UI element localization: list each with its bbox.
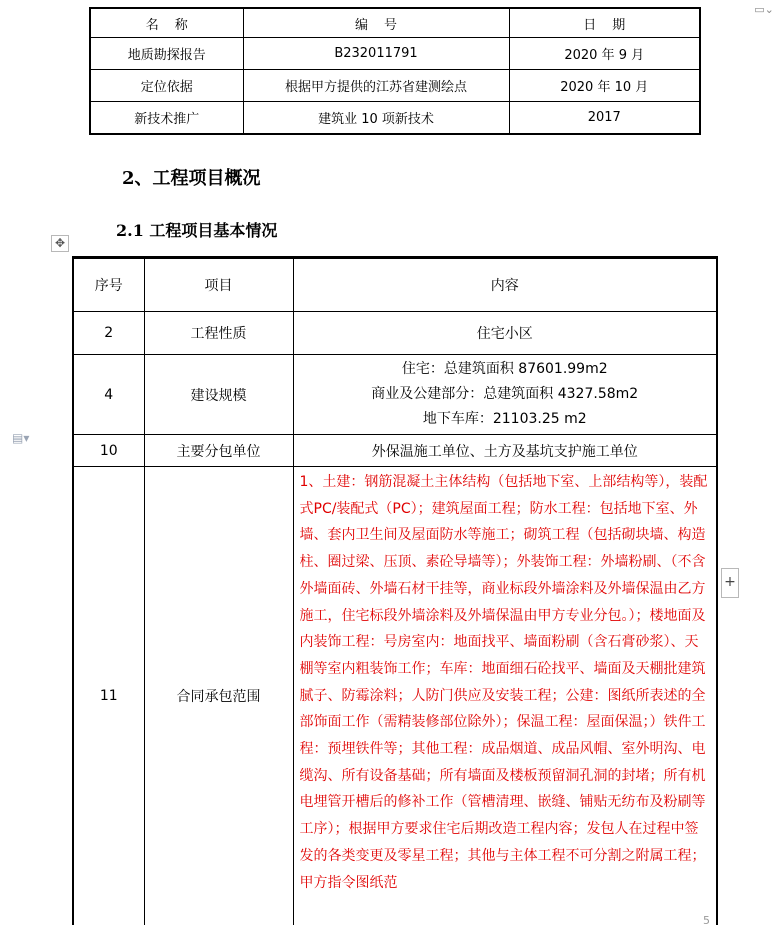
cell: 定位依据 [90,70,243,102]
header-name: 名称 [90,8,243,38]
row-item: 合同承包范围 [144,467,293,926]
table-row [90,38,700,70]
row-content: 住宅小区 [293,312,717,355]
header-number: 编号 [243,8,509,38]
header-no: 序号 [73,258,144,312]
page-number: 5 [703,914,710,927]
reference-table [89,7,701,135]
contract-scope-text: 1、土建：钢筋混凝土主体结构（包括地下室、上部结构等），装配式PC/装配式（PC）；建筑屋面工程；防水工程：包括地下室、外墙、套内卫生间及屋面防水等施工；砌筑工程（包括砌块墙、构造柱、圈过梁、压顶、素砼导墙等）；外装饰工程：外墙粉刷、（不含外墙面砖、外墙石材干挂等，商业标段外墙涂料及外墙保温由乙方施工，住宅标段外墙涂料及外墙保温由甲方专业分包。）；楼地面及内装饰工程：号房室内：地面找平、墙面粉刷（含石膏砂浆）、天棚等室内粗装饰工作；车库：地面细石砼找平、墙面及天棚批建筑腻子、防霉涂料；人防门供应及安装工程；公建：图纸所表述的全部饰面工作（需精装修部位除外）；保温工程：屋面保温；）铁件工程：预埋铁件等；其他工程：成品烟道、成品风帽、室外明沟、电缆沟、所有设备基础；所有墙面及楼板预留洞孔洞的封堵；所有机电埋管开槽后的修补工作（管槽清理、嵌缝、铺贴无纺布及粉刷等工序）；根据甲方要求住宅后期改造工程内容；发包人在过程中签发的各类变更及零星工程；其他与主体工程不可分割之附属工程；甲方指令图纸范 [293,467,717,926]
cell: 2020 年 10 月 [509,70,700,102]
header-content: 内容 [293,258,717,312]
table-row [73,467,717,926]
row-no: 4 [73,355,144,435]
table-row [90,70,700,102]
row-no: 10 [73,435,144,467]
subsection-heading: 2.1 工程项目基本情况 [116,221,278,240]
reference-table-header [90,8,700,38]
cell: 2017 [509,102,700,135]
section-heading: 2、工程项目概况 [122,168,261,189]
move-icon[interactable]: ✥ [51,235,69,252]
row-item: 主要分包单位 [144,435,293,467]
scale-line-garage: 地下车库：21103.25 m2 [422,411,587,427]
row-item: 建设规模 [144,355,293,435]
cell: 2020 年 9 月 [509,38,700,70]
project-table-header [73,258,717,312]
cell: 建筑业 10 项新技术 [243,102,509,135]
cell: B232011791 [243,38,509,70]
page-layout-icon[interactable]: ▭⌄ [754,3,774,16]
scale-line-residential: 住宅：总建筑面积 87601.99m2 [401,361,608,377]
table-row [73,435,717,467]
cell: 根据甲方提供的江苏省建测绘点 [243,70,509,102]
scale-line-commercial: 商业及公建部分：总建筑面积 4327.58m2 [371,386,639,402]
project-info-table [72,256,718,925]
row-content [293,355,717,435]
row-no: 2 [73,312,144,355]
cell: 新技术推广 [90,102,243,135]
table-row [90,102,700,135]
cell: 地质勘探报告 [90,38,243,70]
row-item: 工程性质 [144,312,293,355]
document-icon[interactable]: ▤▾ [12,431,30,445]
header-date: 日期 [509,8,700,38]
header-item: 项目 [144,258,293,312]
table-row [73,312,717,355]
plus-icon[interactable]: + [721,568,739,598]
row-content: 外保温施工单位、土方及基坑支护施工单位 [293,435,717,467]
row-no: 11 [73,467,144,926]
table-row [73,355,717,435]
